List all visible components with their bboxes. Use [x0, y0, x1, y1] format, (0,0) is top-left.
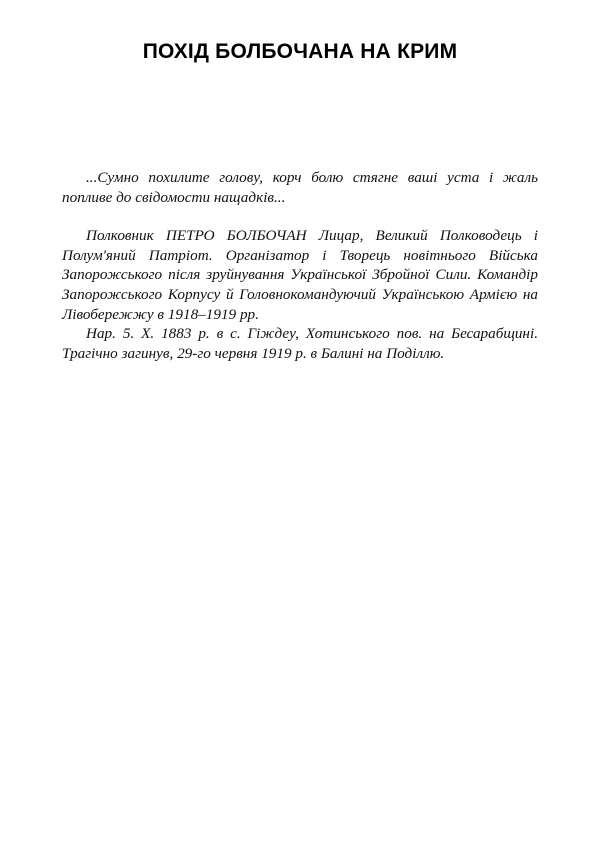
epigraph-paragraph: ...Сумно похилите голову, корч болю стягне ваші уста і жаль попливе до свідомости нащадків... — [62, 169, 538, 206]
page-title: ПОХІД БОЛБОЧАНА НА КРИМ — [142, 40, 458, 63]
biography-paragraph: Нар. 5. X. 1883 р. в с. Гіждеу, Хотинського пов. на Бесарабщині. Трагічно загинув, 29-го червня 1919 р. в Балині на Поділлю. — [62, 325, 538, 362]
dedication-paragraph: Полковник ПЕТРО БОЛБОЧАН Лицар, Великий Полководець і Полум'яний Патріот. Організатор і Творець новітнього Війська Запорожського після зруйнування Української Збройної Сили. Командір Запорожського Корпусу й Головнокомандуючий Українською Армією на Лівобережжу в 1918–1919 pp. — [62, 227, 538, 323]
document-body — [62, 168, 538, 363]
